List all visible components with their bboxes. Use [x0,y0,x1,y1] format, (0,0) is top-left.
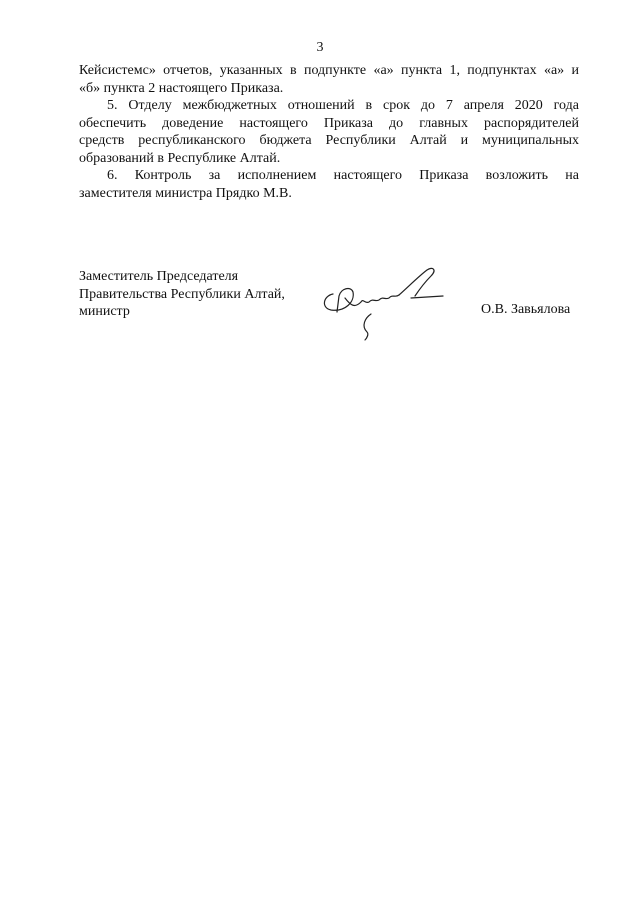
paragraph-line: обеспечить доведение настоящего Приказа до главных распорядителей [79,115,579,131]
handwritten-signature [315,262,455,342]
paragraph-line: заместителя министра Прядко М.В. [79,185,292,201]
paragraph-line: Кейсистемс» отчетов, указанных в подпункте «а» пункта 1, подпунктах «а» и [79,63,579,78]
paragraph-line: средств республиканского бюджета Республики Алтай и муниципальных [79,133,579,148]
paragraph-line: 5. Отделу межбюджетных отношений в срок до 7 апреля 2020 года [107,98,579,113]
paragraph-line: «б» пункта 2 настоящего Приказа. [79,80,284,96]
document-body [79,62,579,202]
paragraph-line: образований в Республике Алтай. [79,150,281,166]
paragraph-line: 6. Контроль за исполнением настоящего Приказа возложить на [107,168,579,183]
position-line: министр [79,304,130,319]
signatory-position [79,268,309,321]
signer-name: О.В. Завьялова [481,302,571,317]
position-line: Правительства Республики Алтай, [79,286,285,302]
position-line: Заместитель Председателя [79,269,239,284]
page-number: 3 [316,40,324,55]
